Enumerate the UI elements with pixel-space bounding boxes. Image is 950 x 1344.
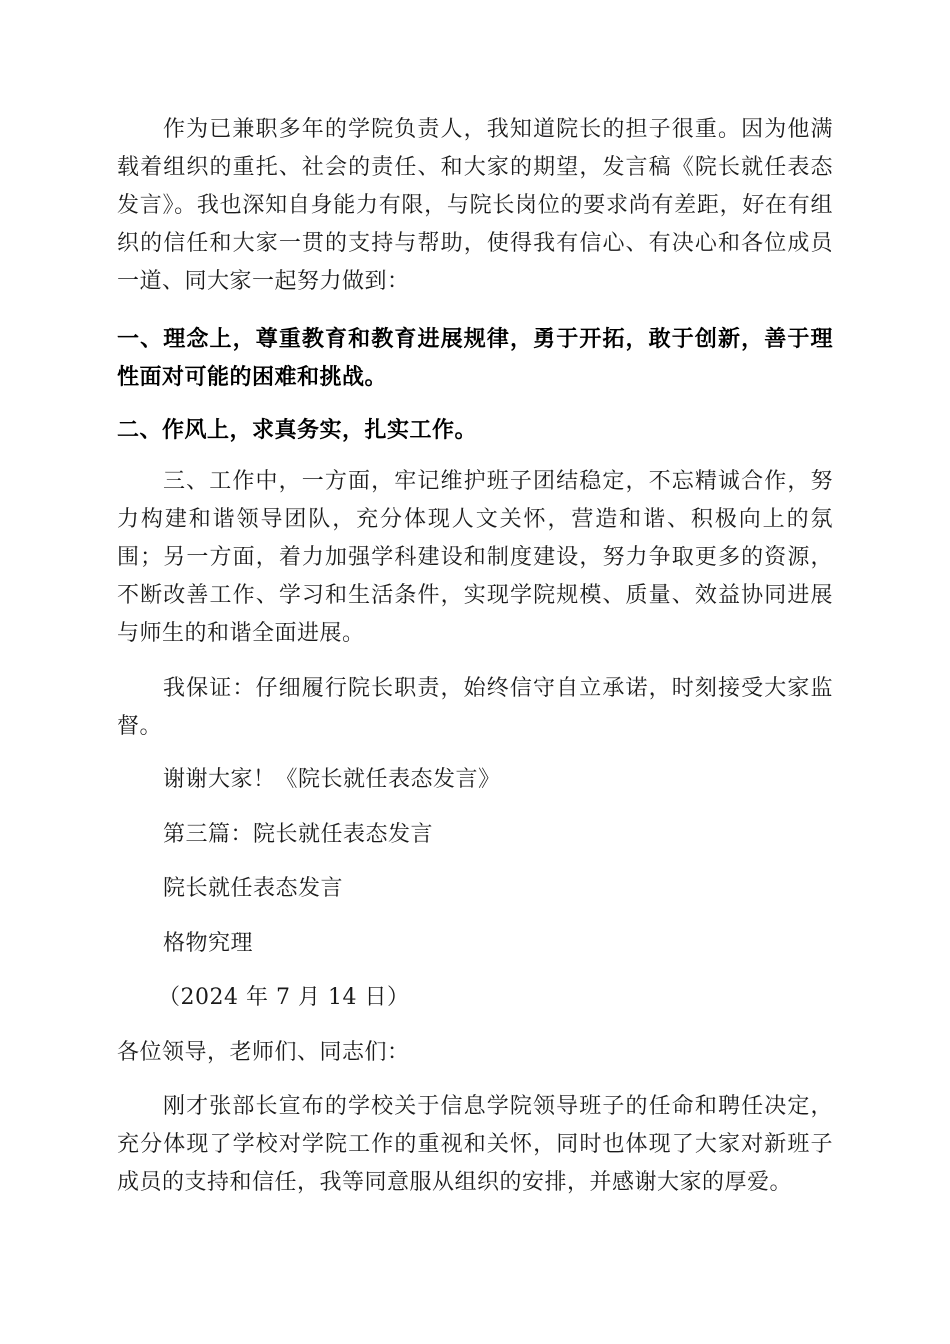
date-line: （2024 年 7 月 14 日）	[158, 985, 410, 1010]
thanks-line: 谢谢大家！《院长就任表态发言》	[163, 767, 501, 792]
point-two: 二、作风上，求真务实，扎实工作。	[117, 417, 478, 443]
pledge-paragraph: 我保证：仔细履行院长职责，始终信守自立承诺，时刻接受大家监督。	[117, 676, 833, 739]
speech-title: 院长就任表态发言	[163, 876, 344, 901]
paragraph-intro: 作为已兼职多年的学院负责人，我知道院长的担子很重。因为他满载着组织的重托、社会的责任、和大家的期望，发言稿《院长就任表态发言》。我也深知自身能力有限，与院长岗位的要求尚有差距，好在有组织的信任和大家一贯的支持与帮助，使得我有信心、有决心和各位成员一道、同大家一起努力做到：	[117, 117, 833, 294]
paragraph-closing: 刚才张部长宣布的学校关于信息学院领导班子的任命和聘任决定，充分体现了学校对学院工作的重视和关怀，同时也体现了大家对新班子成员的支持和信任，我等同意服从组织的安排，并感谢大家的厚爱。	[117, 1094, 833, 1195]
point-three: 三、工作中，一方面，牢记维护班子团结稳定，不忘精诚合作，努力构建和谐领导团队，充分体现人文关怀，营造和谐、积极向上的氛围；另一方面，着力加强学科建设和制度建设，努力争取更多的资源，不断改善工作、学习和生活条件，实现学院规模、质量、效益协同进展与师生的和谐全面进展。	[117, 469, 833, 646]
author-line: 格物究理	[163, 931, 254, 956]
point-one: 一、理念上，尊重教育和教育进展规律，勇于开拓，敢于创新，善于理性面对可能的困难和挑战。	[117, 326, 833, 390]
section-title: 第三篇：院长就任表态发言	[163, 822, 434, 847]
salutation: 各位领导，老师们、同志们：	[117, 1040, 410, 1065]
